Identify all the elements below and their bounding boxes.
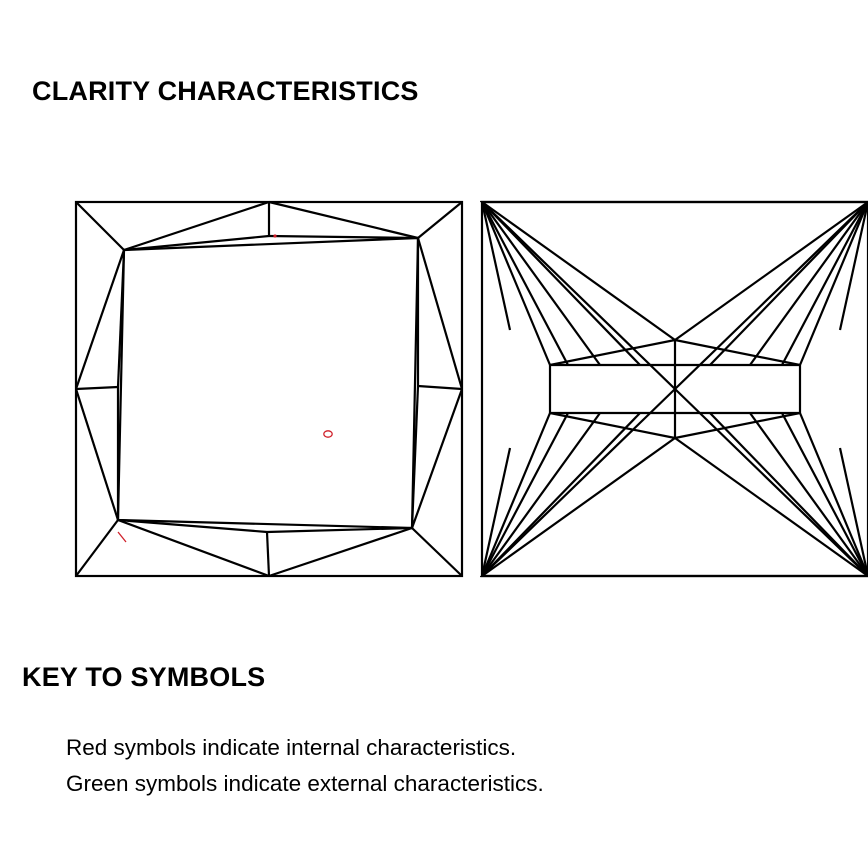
legend-external-line: Green symbols indicate external characteristics. bbox=[66, 771, 544, 796]
plot-symbol-feather bbox=[118, 532, 126, 542]
legend-internal-line: Red symbols indicate internal characteristics. bbox=[66, 735, 517, 760]
key-to-symbols-heading: KEY TO SYMBOLS bbox=[22, 662, 266, 692]
diamond-pavilion-view-diagram bbox=[480, 190, 868, 580]
diamond-crown-view-diagram bbox=[74, 190, 464, 580]
clarity-characteristics-heading: CLARITY CHARACTERISTICS bbox=[32, 76, 419, 106]
key-to-symbols-legend bbox=[66, 730, 544, 802]
plot-symbol-crystal bbox=[324, 431, 332, 437]
clarity-plot-diagrams bbox=[0, 190, 868, 585]
plot-symbol-pinpoint bbox=[273, 234, 276, 237]
